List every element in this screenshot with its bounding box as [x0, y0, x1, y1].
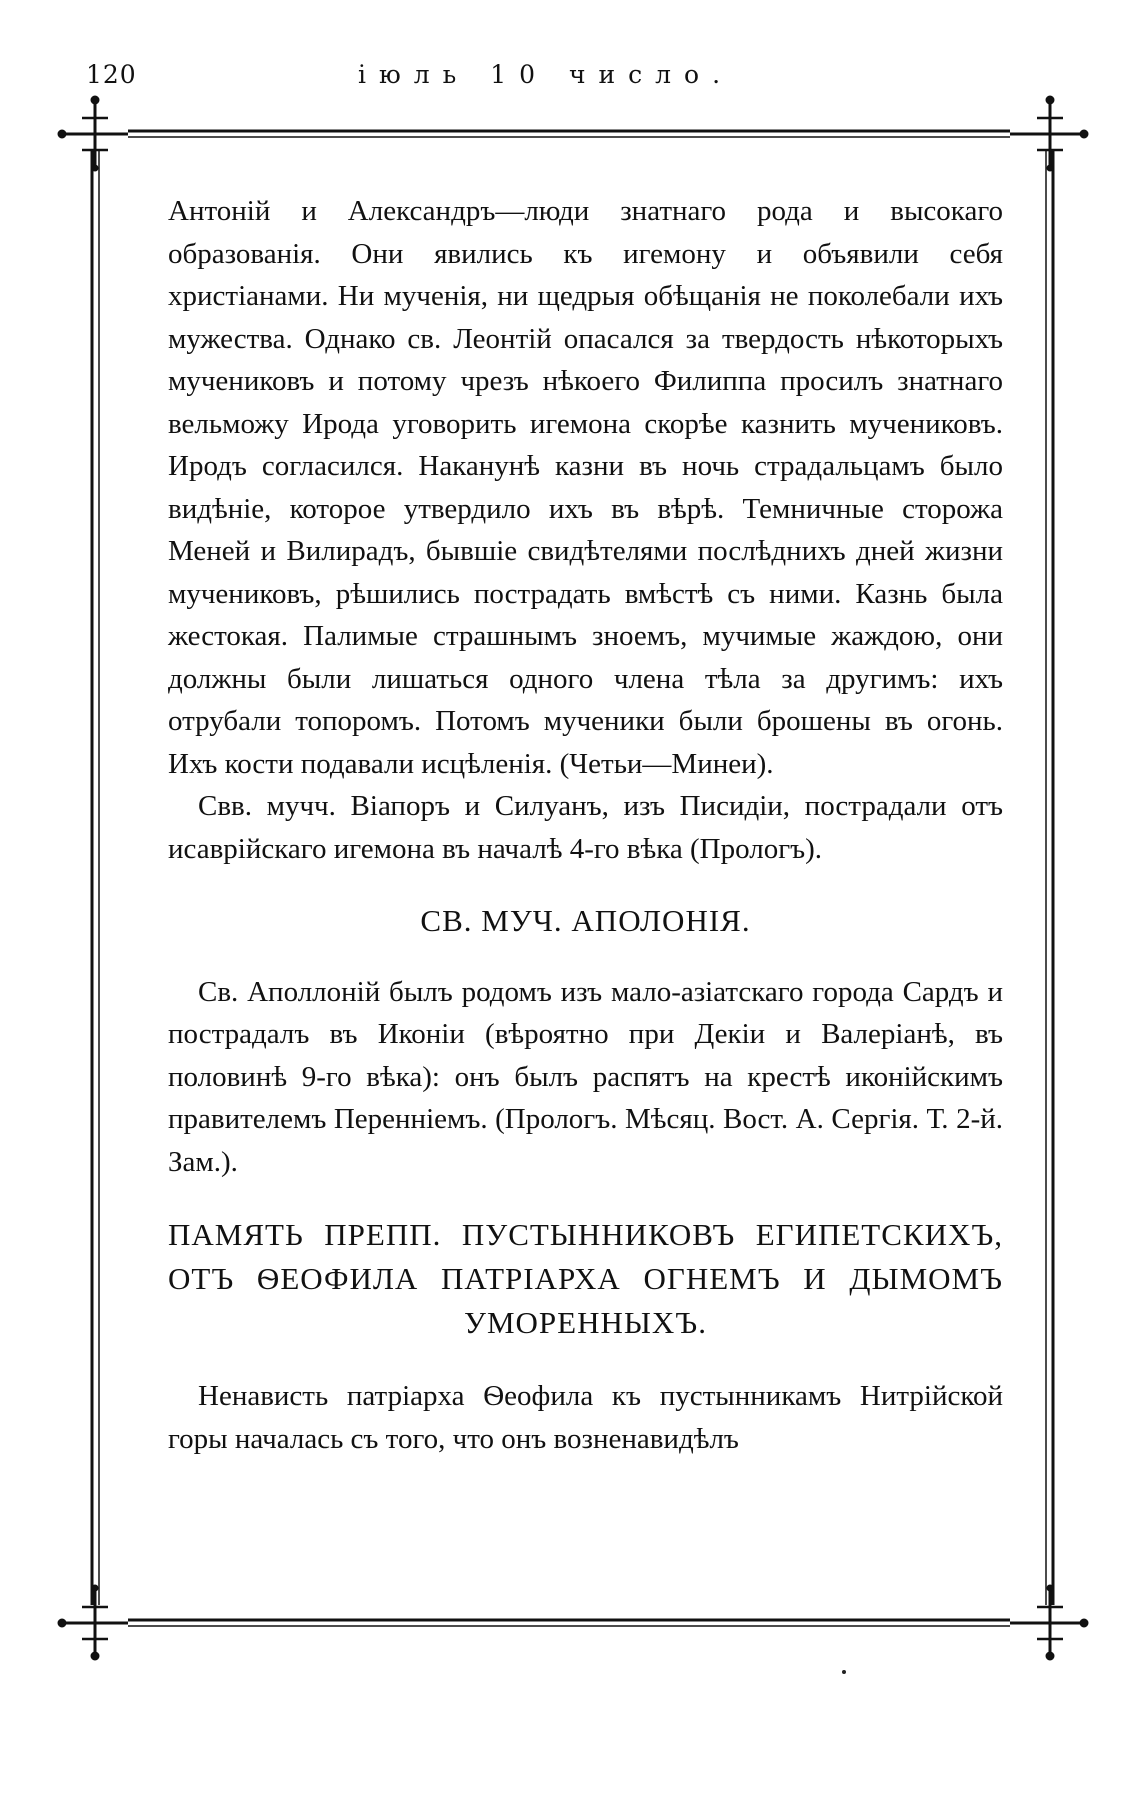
- paragraph-martyrs-account: Антоній и Александръ—люди знатнаго рода и высокаго образованія. Они явились къ игемону и объявили себя христіанами. Ни мученія, ни щедрыя обѣщанія не поколебали ихъ мужества. Однако св. Леонтій опасался за твердость нѣкоторыхъ мучениковъ и потому чрезъ нѣкоего Филиппа просилъ знатнаго вельможу Ирода уговорить игемона скорѣе казнить мучениковъ. Иродъ согласился. Наканунѣ казни въ ночь страдальцамъ было видѣніе, которое утвердило ихъ въ вѣрѣ. Темничные сторожа Меней и Вилирадъ, бывшіе свидѣтелями послѣднихъ дней жизни мучениковъ, рѣшились пострадать вмѣстѣ съ ними. Казнь была жестокая. Палимые страшнымъ зноемъ, мучимые жаждою, они должны были лишаться одного члена тѣла за другимъ: ихъ отрубали топоромъ. Потомъ мученики были брошены въ огонь. Ихъ кости подавали исцѣленія. (Четьи—Минеи).: [168, 195, 1003, 780]
- page-number: 120: [86, 60, 137, 89]
- running-head: іюль 10 число.: [358, 60, 734, 89]
- corner-ornament-bottom-right: [1010, 1585, 1088, 1660]
- corner-ornament-bottom-left: [58, 1585, 128, 1660]
- page-body: [168, 190, 1003, 1460]
- section-heading-apollonius: СВ. МУЧ. АПОЛОНІЯ.: [420, 903, 751, 938]
- print-speck: [842, 1670, 846, 1674]
- paragraph-theophilus: Ненависть патріарха Ѳеофила къ пустынникамъ Нитрійской горы началась съ того, что онъ возненавидѣлъ: [168, 1380, 1003, 1455]
- paragraph-biapor-silouan: Свв. мучч. Віапоръ и Силуанъ, изъ Писидіи, пострадали отъ исаврійскаго игемона въ началѣ 4-го вѣка (Прологъ).: [168, 790, 1003, 865]
- corner-ornament-top-right: [1010, 96, 1088, 171]
- section-heading-desert-fathers: ПАМЯТЬ ПРЕПП. ПУСТЫННИКОВЪ ЕГИПЕТСКИХЪ, ОТЪ ѲЕОФИЛА ПАТРІАРХА ОГНЕМЪ И ДЫМОМЪ УМОРЕННЫХЪ.: [168, 1217, 1003, 1340]
- corner-ornament-top-left: [58, 96, 128, 171]
- paragraph-apollonius: Св. Аполлоній былъ родомъ изъ мало-азіатскаго города Сардъ и пострадалъ въ Иконіи (вѣроятно при Декіи и Валеріанѣ, въ половинѣ 9-го вѣка): онъ былъ распятъ на крестѣ иконійскимъ правителемъ Переннiемъ. (Прологъ. Мѣсяц. Вост. А. Сергія. Т. 2-й. Зам.).: [168, 975, 1003, 1178]
